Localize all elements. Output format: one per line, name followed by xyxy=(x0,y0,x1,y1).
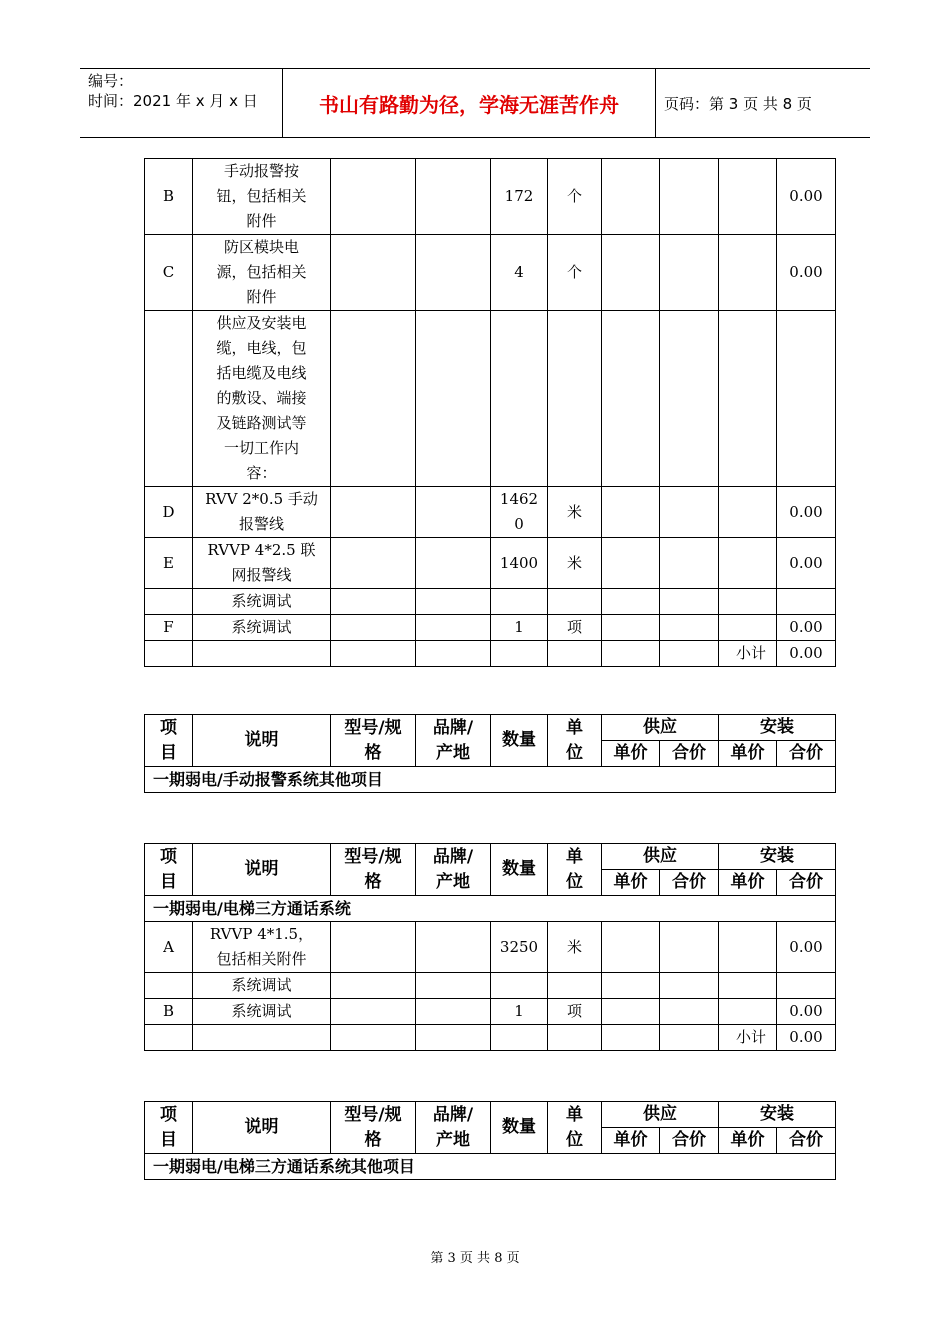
model-cell xyxy=(331,487,416,538)
supply-unit-price-cell xyxy=(602,538,660,589)
subtotal-value: 0.00 xyxy=(777,641,836,667)
cell-line: 产地 xyxy=(436,871,470,892)
install-unit-price-cell xyxy=(719,589,777,615)
quantity-cell xyxy=(491,922,548,973)
cell-line: 格 xyxy=(364,871,382,892)
header-desc: 说明 xyxy=(193,844,331,896)
header-supply-total-price: 合价 xyxy=(660,870,719,896)
install-total-price-cell: 0.00 xyxy=(777,922,836,973)
table-row xyxy=(145,159,836,235)
quantity-cell xyxy=(491,311,548,487)
unit-cell xyxy=(548,589,602,615)
supply-total-price-cell xyxy=(660,922,719,973)
table-row xyxy=(145,615,836,641)
table-body xyxy=(145,159,836,667)
supply-unit-price-cell xyxy=(602,973,660,999)
header-install: 安装 xyxy=(719,844,836,870)
header-brand xyxy=(416,1102,491,1154)
table-row xyxy=(145,538,836,589)
header-desc: 说明 xyxy=(193,715,331,767)
header-supply: 供应 xyxy=(602,844,719,870)
cell-line: 包括相关附件 xyxy=(216,950,307,968)
subtotal-value: 0.00 xyxy=(777,1025,836,1051)
time-label: 时间：2021 年 x 月 x 日 xyxy=(88,92,258,110)
cell-line: 手动报警按 xyxy=(223,162,299,180)
section-row xyxy=(145,767,836,793)
item-code-cell xyxy=(145,589,193,615)
section-title: 一期弱电/电梯三方通话系统 xyxy=(145,896,836,922)
cell-line: 防区模块电 xyxy=(223,238,299,256)
cell-line: 系统调试 xyxy=(231,1002,292,1020)
item-code-cell: A xyxy=(145,922,193,973)
header-brand xyxy=(416,844,491,896)
supply-unit-price-cell xyxy=(602,159,660,235)
subtotal-label: 小计 xyxy=(719,641,777,667)
brand-cell xyxy=(416,973,491,999)
model-cell xyxy=(331,311,416,487)
table-body xyxy=(145,844,836,1051)
empty-cell xyxy=(145,641,193,667)
item-code-cell: E xyxy=(145,538,193,589)
cell-line: 单 xyxy=(566,1104,583,1125)
cell-line: 位 xyxy=(566,1129,583,1150)
cell-line: RVVP 4*2.5 联 xyxy=(207,541,316,559)
supply-total-price-cell xyxy=(660,235,719,311)
quantity-cell xyxy=(491,235,548,311)
install-total-price-cell xyxy=(777,311,836,487)
empty-cell xyxy=(193,1025,331,1051)
header-brand xyxy=(416,715,491,767)
cell-line: 供应及安装电 xyxy=(216,314,307,332)
install-unit-price-cell xyxy=(719,973,777,999)
install-unit-price-cell xyxy=(719,538,777,589)
unit-cell: 个 xyxy=(548,159,602,235)
cell-line: 及链路测试等 xyxy=(216,414,307,432)
cell-line: 格 xyxy=(364,742,382,763)
cell-line: 系统调试 xyxy=(231,976,292,994)
header-install: 安装 xyxy=(719,1102,836,1128)
cell-line: 3250 xyxy=(499,937,539,956)
install-total-price-cell: 0.00 xyxy=(777,487,836,538)
quantity-cell xyxy=(491,538,548,589)
model-cell xyxy=(331,538,416,589)
cell-line: 1 xyxy=(514,618,524,636)
empty-cell xyxy=(331,641,416,667)
description-cell xyxy=(193,311,331,487)
unit-cell xyxy=(548,311,602,487)
empty-cell xyxy=(416,641,491,667)
table-body xyxy=(145,1102,836,1180)
empty-cell xyxy=(491,641,548,667)
materials-table-3 xyxy=(144,843,836,1051)
header-unit xyxy=(548,844,602,896)
empty-cell xyxy=(416,1025,491,1051)
description-cell xyxy=(193,159,331,235)
header-supply-unit-price: 单价 xyxy=(602,741,660,767)
header-left xyxy=(80,69,280,137)
header-unit xyxy=(548,715,602,767)
unit-cell: 项 xyxy=(548,615,602,641)
supply-total-price-cell xyxy=(660,487,719,538)
item-code-cell: D xyxy=(145,487,193,538)
header-desc: 说明 xyxy=(193,1102,331,1154)
empty-cell xyxy=(660,641,719,667)
install-unit-price-cell xyxy=(719,235,777,311)
subtotal-row xyxy=(145,1025,836,1051)
unit-cell: 米 xyxy=(548,922,602,973)
table-row xyxy=(145,999,836,1025)
page-footer: 第 3 页 共 8 页 xyxy=(430,1251,520,1266)
table-row xyxy=(145,922,836,973)
brand-cell xyxy=(416,615,491,641)
quantity-cell xyxy=(491,999,548,1025)
header-supply: 供应 xyxy=(602,1102,719,1128)
cell-line: 附件 xyxy=(246,288,277,306)
model-cell xyxy=(331,589,416,615)
supply-unit-price-cell xyxy=(602,615,660,641)
header-item xyxy=(145,1102,193,1154)
cell-line: 系统调试 xyxy=(231,592,292,610)
quantity-cell xyxy=(491,973,548,999)
install-total-price-cell: 0.00 xyxy=(777,235,836,311)
section-title: 一期弱电/电梯三方通话系统其他项目 xyxy=(145,1154,836,1180)
table-body xyxy=(145,715,836,793)
install-unit-price-cell xyxy=(719,615,777,641)
header-item xyxy=(145,844,193,896)
subtotal-row xyxy=(145,641,836,667)
cell-line: 型号/规 xyxy=(344,717,402,738)
supply-total-price-cell xyxy=(660,589,719,615)
description-cell xyxy=(193,922,331,973)
cell-line: 品牌/ xyxy=(432,717,474,738)
empty-cell xyxy=(548,1025,602,1051)
description-cell xyxy=(193,999,331,1025)
supply-total-price-cell xyxy=(660,999,719,1025)
cell-line: 品牌/ xyxy=(432,1104,474,1125)
quantity-cell xyxy=(491,159,548,235)
cell-line: 单 xyxy=(566,846,583,867)
header-table-4 xyxy=(144,1101,836,1180)
install-total-price-cell: 0.00 xyxy=(777,159,836,235)
brand-cell xyxy=(416,311,491,487)
description-cell xyxy=(193,615,331,641)
header-row xyxy=(145,844,836,870)
model-cell xyxy=(331,159,416,235)
brand-cell xyxy=(416,999,491,1025)
item-code-cell xyxy=(145,311,193,487)
empty-cell xyxy=(491,1025,548,1051)
page-header xyxy=(80,68,870,138)
header-model xyxy=(331,844,416,896)
install-total-price-cell xyxy=(777,973,836,999)
number-label: 编号： xyxy=(88,72,134,90)
cell-line: 附件 xyxy=(246,212,277,230)
cell-line: 172 xyxy=(504,187,534,205)
header-supply-unit-price: 单价 xyxy=(602,1128,660,1154)
item-code-cell: F xyxy=(145,615,193,641)
header-install-unit-price: 单价 xyxy=(719,1128,777,1154)
unit-cell: 米 xyxy=(548,538,602,589)
table-row xyxy=(145,235,836,311)
cell-line: 项 xyxy=(160,1104,177,1125)
header-table-2 xyxy=(144,714,836,793)
section-title: 一期弱电/手动报警系统其他项目 xyxy=(145,767,836,793)
description-cell xyxy=(193,487,331,538)
item-code-cell: B xyxy=(145,159,193,235)
cell-line: 位 xyxy=(566,871,583,892)
install-unit-price-cell xyxy=(719,922,777,973)
header-install-unit-price: 单价 xyxy=(719,870,777,896)
header-qty: 数量 xyxy=(491,844,548,896)
supply-unit-price-cell xyxy=(602,311,660,487)
materials-table-1 xyxy=(144,158,836,667)
supply-unit-price-cell xyxy=(602,235,660,311)
header-supply-total-price: 合价 xyxy=(660,741,719,767)
header-install-total-price: 合价 xyxy=(777,741,836,767)
brand-cell xyxy=(416,589,491,615)
header-model xyxy=(331,715,416,767)
header-row xyxy=(145,1102,836,1128)
empty-cell xyxy=(548,641,602,667)
header-install-total-price: 合价 xyxy=(777,870,836,896)
table-row xyxy=(145,487,836,538)
cell-line: 的敷设、端接 xyxy=(216,389,307,407)
header-page-number: 页码：第 3 页 共 8 页 xyxy=(664,94,812,113)
install-total-price-cell: 0.00 xyxy=(777,999,836,1025)
cell-line: 钮，包括相关 xyxy=(216,187,307,205)
brand-cell xyxy=(416,538,491,589)
description-cell xyxy=(193,235,331,311)
header-unit xyxy=(548,1102,602,1154)
cell-line: 一切工作内 xyxy=(223,439,299,457)
install-unit-price-cell xyxy=(719,999,777,1025)
cell-line: 位 xyxy=(566,742,583,763)
model-cell xyxy=(331,235,416,311)
item-code-cell: B xyxy=(145,999,193,1025)
header-model xyxy=(331,1102,416,1154)
supply-unit-price-cell xyxy=(602,487,660,538)
header-supply: 供应 xyxy=(602,715,719,741)
header-install-total-price: 合价 xyxy=(777,1128,836,1154)
cell-line: 括电缆及电线 xyxy=(216,364,307,382)
quantity-cell xyxy=(491,487,548,538)
header-supply-unit-price: 单价 xyxy=(602,870,660,896)
cell-line: 网报警线 xyxy=(231,566,292,584)
cell-line: 报警线 xyxy=(238,515,284,533)
cell-line: 系统调试 xyxy=(231,618,292,636)
supply-unit-price-cell xyxy=(602,999,660,1025)
cell-line: 格 xyxy=(364,1129,382,1150)
cell-line: RVVP 4*1.5， xyxy=(209,925,314,943)
item-code-cell xyxy=(145,973,193,999)
supply-total-price-cell xyxy=(660,159,719,235)
table-row xyxy=(145,311,836,487)
description-cell xyxy=(193,589,331,615)
unit-cell xyxy=(548,973,602,999)
brand-cell xyxy=(416,159,491,235)
model-cell xyxy=(331,973,416,999)
quantity-cell xyxy=(491,615,548,641)
supply-total-price-cell xyxy=(660,311,719,487)
empty-cell xyxy=(602,1025,660,1051)
cell-line: 1400 xyxy=(499,553,539,572)
unit-cell: 米 xyxy=(548,487,602,538)
cell-line: 1 xyxy=(514,1002,524,1020)
install-total-price-cell xyxy=(777,589,836,615)
header-qty: 数量 xyxy=(491,715,548,767)
header-item xyxy=(145,715,193,767)
cell-line: 单 xyxy=(566,717,583,738)
empty-cell xyxy=(331,1025,416,1051)
empty-cell xyxy=(602,641,660,667)
header-slogan: 书山有路勤为径，学海无涯苦作舟 xyxy=(282,69,656,137)
cell-line: 产地 xyxy=(436,742,470,763)
cell-line: 产地 xyxy=(436,1129,470,1150)
section-row xyxy=(145,896,836,922)
cell-line: 项 xyxy=(160,717,177,738)
cell-line: 品牌/ xyxy=(432,846,474,867)
model-cell xyxy=(331,615,416,641)
description-cell xyxy=(193,973,331,999)
empty-cell xyxy=(145,1025,193,1051)
supply-total-price-cell xyxy=(660,538,719,589)
subtotal-label: 小计 xyxy=(719,1025,777,1051)
cell-line: 容： xyxy=(246,464,277,482)
unit-cell: 个 xyxy=(548,235,602,311)
cell-line: 目 xyxy=(160,1129,177,1150)
model-cell xyxy=(331,922,416,973)
cell-line: 目 xyxy=(160,871,177,892)
cell-line: RVV 2*0.5 手动 xyxy=(205,490,318,508)
header-supply-total-price: 合价 xyxy=(660,1128,719,1154)
header-row xyxy=(145,715,836,741)
empty-cell xyxy=(660,1025,719,1051)
cell-line: 型号/规 xyxy=(344,1104,402,1125)
install-total-price-cell: 0.00 xyxy=(777,615,836,641)
header-qty: 数量 xyxy=(491,1102,548,1154)
cell-line: 缆，电线，包 xyxy=(216,339,307,357)
install-unit-price-cell xyxy=(719,487,777,538)
supply-unit-price-cell xyxy=(602,922,660,973)
supply-unit-price-cell xyxy=(602,589,660,615)
cell-line: 源，包括相关 xyxy=(216,263,307,281)
brand-cell xyxy=(416,487,491,538)
install-unit-price-cell xyxy=(719,159,777,235)
cell-line: 4 xyxy=(514,263,524,281)
cell-line: 1462 xyxy=(499,490,539,508)
quantity-cell xyxy=(491,589,548,615)
cell-line: 0 xyxy=(514,515,524,533)
install-total-price-cell: 0.00 xyxy=(777,538,836,589)
item-code-cell: C xyxy=(145,235,193,311)
supply-total-price-cell xyxy=(660,615,719,641)
cell-line: 目 xyxy=(160,742,177,763)
header-install: 安装 xyxy=(719,715,836,741)
brand-cell xyxy=(416,922,491,973)
table-row xyxy=(145,973,836,999)
description-cell xyxy=(193,538,331,589)
cell-line: 型号/规 xyxy=(344,846,402,867)
cell-line: 项 xyxy=(160,846,177,867)
supply-total-price-cell xyxy=(660,973,719,999)
brand-cell xyxy=(416,235,491,311)
header-install-unit-price: 单价 xyxy=(719,741,777,767)
unit-cell: 项 xyxy=(548,999,602,1025)
table-row xyxy=(145,589,836,615)
model-cell xyxy=(331,999,416,1025)
section-row xyxy=(145,1154,836,1180)
install-unit-price-cell xyxy=(719,311,777,487)
empty-cell xyxy=(193,641,331,667)
